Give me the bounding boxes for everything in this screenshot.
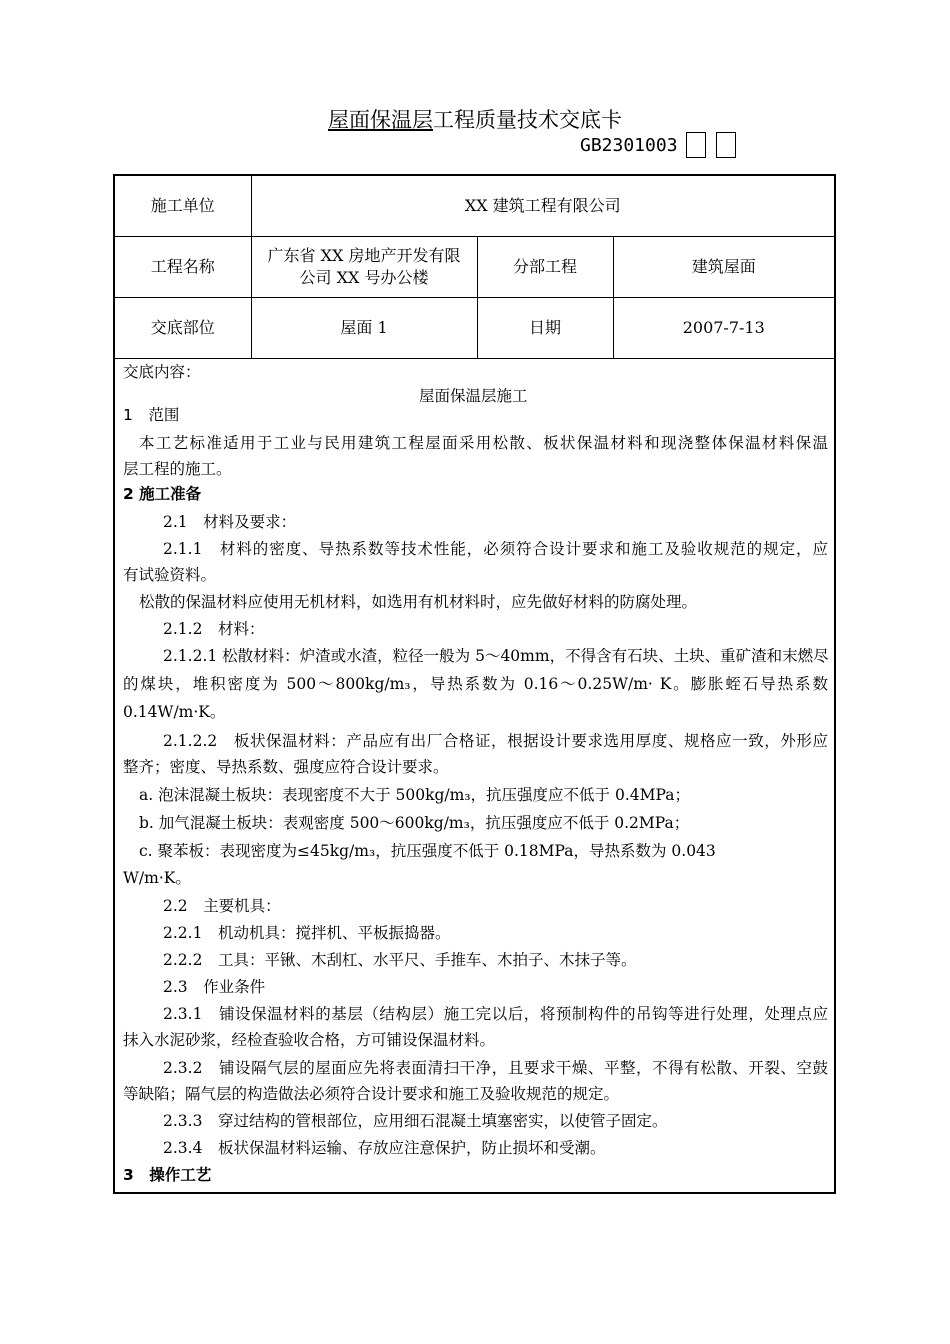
page-title (0, 104, 950, 134)
paragraph-line: 松散的保温材料应使用无机材料，如选用有机材料时，应先做好材料的防腐处理。 (139, 593, 698, 611)
title-underlined: 屋面保温层 (328, 108, 433, 132)
paragraph-line: 本工艺标准适用于工业与民用建筑工程屋面采用松散、板状保温材料和现浇整体保温材料保温 (139, 434, 828, 452)
section-heading-2: 2 施工准备 (123, 485, 202, 503)
paragraph-line: 抹入水泥砂浆，经检查验收合格，方可铺设保温材料。 (123, 1031, 496, 1049)
subsection-heading: 2.1 材料及要求： (163, 513, 297, 531)
value-construction-unit: XX 建筑工程有限公司 (251, 176, 834, 237)
paragraph-line: 2.1.1 材料的密度、导热系数等技术性能，必须符合设计要求和施工及验收规范的规定，应 (163, 540, 828, 558)
paragraph-line: 2.1.2.1 松散材料：炉渣或水渣，粒径一般为 5～40mm，不得含有石块、土块、重矿渣和末燃尽 (163, 647, 829, 665)
subsection-heading: 2.2 主要机具： (163, 897, 281, 915)
checkbox-1[interactable] (686, 132, 706, 158)
subsection-heading: 2.1.2 材料： (163, 620, 265, 638)
list-item: a. 泡沫混凝土板块：表现密度不大于 500kg/m₃，抗压强度应不低于 0.4MPa； (139, 786, 690, 804)
paragraph-line: 2.2.2 工具：平锹、木刮杠、水平尺、手推车、木拍子、木抹子等。 (163, 951, 637, 969)
table-row (115, 298, 834, 359)
paragraph-line: 2.2.1 机动机具：搅拌机、平板振捣器。 (163, 924, 451, 942)
subsection-heading: 2.3 作业条件 (163, 978, 266, 996)
title-rest: 工程质量技术交底卡 (433, 108, 622, 132)
table-row (115, 176, 834, 237)
content-subtitle: 屋面保温层施工 (419, 387, 528, 405)
project-name-line2: 公司 XX 号办公楼 (299, 268, 429, 287)
section-heading-1: 1 范围 (123, 406, 180, 424)
value-project-name (251, 237, 477, 298)
label-sub-project: 分部工程 (477, 237, 613, 298)
document-frame (113, 174, 836, 1194)
list-item: c. 聚苯板：表现密度为≤45kg/m₃，抗压强度不低于 0.18MPa，导热系数为 0.043 (139, 842, 716, 860)
code-text: GB2301003 (580, 134, 678, 156)
value-sub-project: 建筑屋面 (613, 237, 834, 298)
intro-label: 交底内容： (123, 363, 201, 381)
paragraph-line: 2.3.2 铺设隔气层的屋面应先将表面清扫干净，且要求干燥、平整，不得有松散、开裂、空鼓 (163, 1059, 828, 1077)
paragraph-line: 整齐；密度、导热系数、强度应符合设计要求。 (123, 758, 449, 776)
label-construction-unit: 施工单位 (115, 176, 251, 237)
paragraph-line: 有试验资料。 (123, 566, 217, 584)
info-table (115, 176, 834, 359)
list-item: b. 加气混凝土板块：表观密度 500～600kg/m₃，抗压强度应不低于 0.2MPa； (139, 814, 690, 832)
section-heading-3: 3 操作工艺 (123, 1166, 212, 1184)
paragraph-line: 层工程的施工。 (123, 460, 232, 478)
paragraph-line: 等缺陷；隔气层的构造做法必须符合设计要求和施工及验收规范的规定。 (123, 1085, 620, 1103)
label-location: 交底部位 (115, 298, 251, 359)
document-code (580, 132, 736, 158)
project-name-line1: 广东省 XX 房地产开发有限 (267, 246, 461, 265)
label-project-name: 工程名称 (115, 237, 251, 298)
value-location: 屋面 1 (251, 298, 477, 359)
paragraph-line: 2.1.2.2 板状保温材料：产品应有出厂合格证，根据设计要求选用厚度、规格应一致，外形应 (163, 732, 828, 750)
paragraph-line: 2.3.4 板状保温材料运输、存放应注意保护，防止损坏和受潮。 (163, 1139, 606, 1157)
table-row (115, 237, 834, 298)
paragraph-line: 2.3.3 穿过结构的管根部位，应用细石混凝土填塞密实，以使管子固定。 (163, 1112, 668, 1130)
value-date: 2007-7-13 (613, 298, 834, 359)
label-date: 日期 (477, 298, 613, 359)
paragraph-line: 的煤块，堆积密度为 500～800kg/m₃，导热系数为 0.16～0.25W/m· K。膨胀蛭石导热系数 (123, 675, 828, 693)
checkbox-2[interactable] (716, 132, 736, 158)
paragraph-line: 2.3.1 铺设保温材料的基层（结构层）施工完以后，将预制构件的吊钩等进行处理，处理点应 (163, 1005, 828, 1023)
paragraph-line: 0.14W/m·K。 (123, 703, 226, 721)
list-item: W/m·K。 (123, 869, 191, 887)
